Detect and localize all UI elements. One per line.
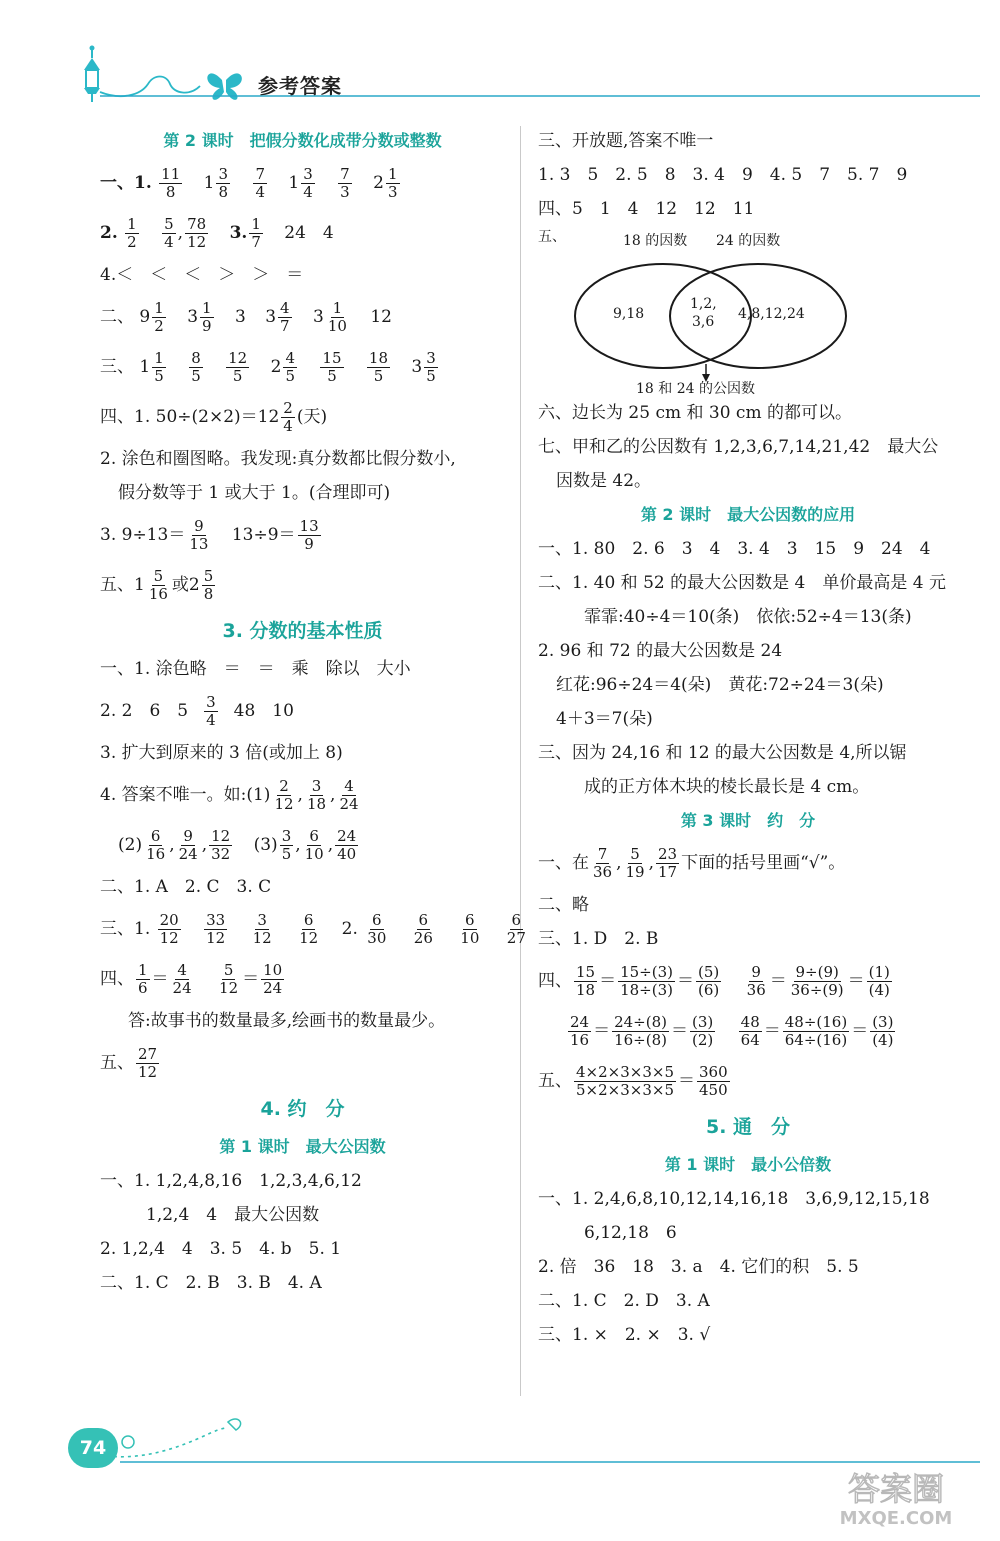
answer-line: 2. 倍 36 18 3. a 4. 它们的积 5. 5 — [538, 1257, 859, 1277]
lantern-icon — [84, 46, 100, 103]
answer-line — [100, 686, 505, 736]
fraction: $\frac{7}{4}$ — [255, 165, 265, 201]
fraction: $\frac{1}{2}$ — [127, 215, 137, 251]
answer-text: (天) — [296, 407, 328, 427]
answer-line — [100, 1038, 505, 1088]
answer-line: 霏霏:40÷4＝10(条) 依依:52÷4＝13(条) — [584, 607, 912, 627]
fraction: $\frac{9\div(9)}{36\div(9)}$ — [790, 963, 844, 999]
fraction: $\frac{24}{16}$ — [570, 1013, 590, 1049]
fraction: $\frac{1}{5}$ — [154, 349, 164, 385]
answer-line: 成的正方体木块的棱长最长是 4 cm。 — [584, 777, 870, 797]
answer-line: 4. 答案不唯一。如:(1) $\frac{2}{12}$ , $\frac{3}{18}$ , $\frac{4}{24}$ — [100, 777, 359, 813]
answer-line: 1. 3 5 2. 5 8 3. 4 9 4. 5 7 5. 7 9 — [538, 165, 908, 185]
item-label: 五、 — [538, 229, 566, 245]
fraction: $\frac{2}{4}$ — [283, 399, 293, 435]
answer-line: 2. 1,2,4 4 3. 5 4. b 5. 1 — [100, 1239, 342, 1259]
item-label: 五、 — [100, 575, 134, 595]
answer-text: 下面的括号里画“√”。 — [681, 853, 846, 873]
answer-text: 3. 9÷13＝ — [100, 525, 186, 545]
answer-line: 三、1. D 2. B — [538, 929, 659, 949]
answer-line: 三、开放题,答案不唯一 — [538, 131, 714, 151]
answer-line: 3. 扩大到原来的 3 倍(或加上 8) — [100, 743, 343, 763]
answer-line: 六、边长为 25 cm 和 30 cm 的都可以。 — [538, 403, 852, 423]
fraction: $\frac{6}{10}$ — [304, 827, 324, 863]
answer-text: 4. 答案不唯一。如:(1) — [100, 785, 271, 805]
item-label: 四、 — [538, 971, 572, 991]
fraction: $\frac{15\div(3)}{18\div(3)}$ — [620, 963, 673, 999]
section-heading: 4. 约 分 — [260, 1098, 345, 1120]
answer-text: 12 — [370, 307, 392, 327]
answer-line: 假分数等于 1 或大于 1。(合理即可) — [118, 483, 391, 503]
answer-text: 3 — [234, 307, 246, 327]
fraction: $\frac{24\div(8)}{16\div(8)}$ — [614, 1013, 667, 1049]
item-label: 一、1. — [100, 173, 152, 193]
page-header — [0, 0, 1000, 110]
header-decoration — [0, 0, 1000, 110]
answer-text: 四、1. 50÷(2×2)＝12 — [100, 407, 280, 427]
bird-icon — [228, 1419, 241, 1430]
fraction: $\frac{3}{5}$ — [281, 827, 292, 863]
item-label: 2. — [100, 223, 118, 243]
fraction: $\frac{5}{4}$ — [164, 215, 174, 251]
svg-text:MXQE.COM: MXQE.COM — [839, 1508, 953, 1528]
answer-line: 四、5 1 4 12 12 11 — [538, 199, 755, 219]
fraction: $\frac{13}{9}$ — [299, 517, 319, 553]
answer-line: (2) $\frac{6}{16}$ , $\frac{9}{24}$ , $\frac{12}{32}$ (3) $\frac{3}{5}$ , $\frac{6}{10}$ , $\frac{24}{40}$ — [118, 827, 357, 863]
fraction: $\frac{33}{12}$ — [206, 911, 226, 947]
fraction: $\frac{27}{12}$ — [138, 1045, 158, 1081]
fraction: $\frac{4}{5}$ — [285, 349, 296, 385]
answer-line: 三、 1 $\frac{1}{5}$ $\frac{8}{5}$ $\frac{12}{5}$ 2 $\frac{4}{5}$ $\frac{15}{5}$ $\frac{18}{5}$ 3 $\frac{3}{5}$ — [100, 349, 436, 385]
fraction: $\frac{1}{9}$ — [202, 299, 212, 335]
answer-line — [100, 158, 505, 208]
answer-line: 2. 96 和 72 的最大公因数是 24 — [538, 641, 783, 661]
answer-line: 4.＜ ＜ ＜ ＞ ＞ ＝ — [100, 265, 304, 285]
answer-line: 2. 涂色和圈图略。我发现:真分数都比假分数小, — [100, 449, 456, 469]
answer-text: 24 4 — [284, 223, 334, 243]
fraction: $\frac{6}{10}$ — [460, 911, 480, 947]
answer-line — [100, 904, 526, 954]
answer-line: 6,12,18 6 — [584, 1223, 677, 1243]
venn-common-values: 3,6 — [692, 314, 715, 330]
answer-line: 4＋3＝7(朵) — [556, 709, 653, 729]
item-label: 三、1. — [100, 919, 151, 939]
item-label: 3. — [229, 223, 248, 243]
venn-right-label: 24 的因数 — [716, 233, 781, 249]
fraction: $\frac{5}{16}$ — [148, 567, 168, 603]
answer-text: (2) — [118, 835, 143, 855]
fraction: $\frac{(3)}{(2)}$ — [692, 1013, 714, 1049]
fraction: $\frac{(3)}{(4)}$ — [872, 1013, 894, 1049]
fraction: $\frac{3}{5}$ — [426, 349, 436, 385]
venn-left-label: 18 的因数 — [623, 233, 688, 249]
fraction: $\frac{48\div(16)}{64\div(16)}$ — [784, 1013, 848, 1049]
item-label: 五、 — [100, 1053, 134, 1073]
header-swirl — [100, 77, 200, 97]
fraction: $\frac{(1)}{(4)}$ — [868, 963, 890, 999]
venn-common-values: 1,2, — [690, 296, 717, 312]
fraction: $\frac{12}{32}$ — [211, 827, 231, 863]
fraction: $\frac{78}{12}$ — [187, 215, 207, 251]
fraction: $\frac{2}{12}$ — [274, 777, 294, 813]
answer-text: 或 — [171, 575, 189, 595]
header-title: 参考答案 — [258, 74, 342, 98]
fraction: $\frac{4}{7}$ — [280, 299, 290, 335]
left-column — [100, 124, 526, 1300]
fraction: $\frac{(5)}{(6)}$ — [698, 963, 720, 999]
fraction: $\frac{3}{18}$ — [306, 777, 327, 813]
fraction: $\frac{3}{4}$ — [206, 693, 216, 729]
answer-line: 二、略 — [538, 895, 589, 915]
fraction: $\frac{5}{12}$ — [219, 961, 239, 997]
fraction: $\frac{4\times 2\times 3\times 3\times 5}{5\times 2\times 3\times 3\times 5}$ — [576, 1063, 674, 1099]
fraction: $\frac{5}{19}$ — [625, 845, 645, 881]
watermark — [804, 1466, 988, 1528]
fraction: $\frac{6}{12}$ — [299, 911, 319, 947]
fraction: $\frac{4}{24}$ — [172, 961, 192, 997]
fraction: $\frac{7}{3}$ — [340, 165, 350, 201]
answer-line: 五、 $\frac{4\times 2\times 3\times 3\times 5}{5\times 2\times 3\times 3\times 5}$ ＝ $\frac{360}{450}$ — [538, 1063, 728, 1099]
section-subheading: 第 2 课时 最大公因数的应用 — [640, 505, 856, 524]
answer-text: (3) — [253, 835, 278, 855]
fraction: $\frac{3}{8}$ — [218, 165, 229, 201]
answer-text: 2. 2 6 5 — [100, 701, 189, 721]
answer-line: 一、1. 1,2,4,8,16 1,2,3,4,6,12 — [100, 1171, 362, 1191]
answer-line — [100, 510, 505, 560]
venn-left-values: 9,18 — [613, 306, 645, 322]
item-label: 二、 — [100, 307, 134, 327]
fraction: $\frac{15}{18}$ — [576, 963, 596, 999]
section-heading: 3. 分数的基本性质 — [222, 620, 383, 642]
answer-line: 二、 9 $\frac{1}{2}$ 3 $\frac{1}{9}$ 3 3 $\frac{4}{7}$ 3 $\frac{1}{10}$ 12 — [100, 299, 392, 335]
fraction: $\frac{12}{5}$ — [228, 349, 248, 385]
fraction: $\frac{6}{27}$ — [506, 911, 526, 947]
fraction: $\frac{1}{6}$ — [138, 961, 148, 997]
item-label: 三、 — [100, 357, 134, 377]
fraction: $\frac{3}{4}$ — [303, 165, 313, 201]
fraction: $\frac{360}{450}$ — [699, 1063, 728, 1099]
answer-line: $\frac{24}{16}$ ＝ $\frac{24\div(8)}{16\div(8)}$ ＝ $\frac{(3)}{(2)}$ $\frac{48}{64}$ ＝ $\frac{48\div(16)}{64\div(16)}$ ＝ $\frac{(3)}{(4)}$ — [570, 1013, 894, 1049]
answer-line: 二、1. C 2. D 3. A — [538, 1291, 710, 1311]
answer-line: 2. $\frac{1}{2}$ $\frac{5}{4}$ , $\frac{78}{12}$ 3. $\frac{1}{7}$ 24 4 — [100, 215, 334, 251]
fraction: $\frac{3}{12}$ — [252, 911, 272, 947]
fraction: $\frac{15}{5}$ — [322, 349, 342, 385]
answer-line: 五、1 $\frac{5}{16}$ 或2 $\frac{5}{8}$ — [100, 567, 214, 603]
answer-line: 一、1. 涂色略 ＝ ＝ 乘 除以 大小 — [100, 659, 411, 679]
fraction: $\frac{5}{8}$ — [203, 567, 214, 603]
answer-line: 一、1. 2,4,6,8,10,12,14,16,18 3,6,9,12,15,18 — [538, 1189, 930, 1209]
item-label: 四、 — [100, 969, 134, 989]
fraction: $\frac{6}{16}$ — [146, 827, 166, 863]
fraction: $\frac{1}{2}$ — [154, 299, 164, 335]
section-subheading: 第 1 课时 最大公因数 — [219, 1137, 386, 1156]
answer-line: 二、1. A 2. C 3. C — [100, 877, 272, 897]
venn-left-ellipse — [575, 264, 751, 368]
answer-line: 一、1. 80 2. 6 3 4 3. 4 3 15 9 24 4 — [538, 539, 931, 559]
fraction: $\frac{4}{24}$ — [339, 777, 359, 813]
item-label: 五、 — [538, 1071, 572, 1091]
answer-line: 四、 $\frac{1}{6}$ ＝ $\frac{4}{24}$ $\frac{5}{12}$ ＝ $\frac{10}{24}$ — [100, 961, 283, 997]
answer-line: 二、1. C 2. B 3. B 4. A — [100, 1273, 322, 1293]
answer-line — [100, 392, 505, 442]
answer-text: 48 10 — [233, 701, 294, 721]
right-column — [538, 124, 958, 1352]
fraction: $\frac{9}{36}$ — [746, 963, 766, 999]
column-divider — [520, 126, 521, 1396]
answer-line: 三、1. × 2. × 3. √ — [538, 1325, 711, 1345]
fraction: $\frac{18}{5}$ — [368, 349, 389, 385]
fraction: $\frac{7}{36}$ — [593, 845, 613, 881]
venn-right-values: 4,8,12,24 — [738, 306, 805, 322]
answer-line: 红花:96÷24＝4(朵) 黄花:72÷24＝3(朵) — [556, 675, 884, 695]
answer-line: 二、1. 40 和 52 的最大公因数是 4 单价最高是 4 元 — [538, 573, 946, 593]
whole-part: 1 — [203, 173, 215, 193]
fraction: $\frac{8}{5}$ — [191, 349, 201, 385]
fraction: $\frac{11}{8}$ — [161, 165, 181, 201]
venn-bottom-label: 18 和 24 的公因数 — [636, 381, 755, 397]
section-heading: 第 2 课时 把假分数化成带分数或整数 — [163, 131, 442, 150]
svg-text:答案圈: 答案圈 — [847, 1470, 945, 1508]
venn-diagram — [538, 226, 958, 396]
fraction: $\frac{1}{7}$ — [251, 215, 261, 251]
fraction: $\frac{1}{3}$ — [387, 165, 398, 201]
fraction: $\frac{24}{40}$ — [337, 827, 357, 863]
whole-part: 1 — [288, 173, 300, 193]
fraction: $\frac{23}{17}$ — [658, 845, 678, 881]
answer-line: 一、在 $\frac{7}{36}$ , $\frac{5}{19}$ , $\frac{23}{17}$ 下面的括号里画“√”。 — [538, 845, 846, 881]
answer-line: 四、 $\frac{15}{18}$ ＝ $\frac{15\div(3)}{18\div(3)}$ ＝ $\frac{(5)}{(6)}$ $\frac{9}{36}$ ＝ $\frac{9\div(9)}{36\div(9)}$ ＝ $\frac{(1)}{(4)}$ — [538, 963, 890, 999]
fraction: $\frac{48}{64}$ — [740, 1013, 760, 1049]
section-subheading: 第 3 课时 约 分 — [680, 811, 816, 830]
answer-line: 三、因为 24,16 和 12 的最大公因数是 4,所以锯 — [538, 743, 907, 763]
answer-line: 1,2,4 4 最大公因数 — [146, 1205, 320, 1225]
fraction: $\frac{10}{24}$ — [263, 961, 283, 997]
fraction: $\frac{9}{24}$ — [178, 827, 198, 863]
fraction: $\frac{20}{12}$ — [159, 911, 179, 947]
item-label: 2. — [341, 919, 358, 939]
fraction: $\frac{1}{10}$ — [327, 299, 347, 335]
answer-line: 因数是 42。 — [556, 471, 652, 491]
fraction: $\frac{6}{26}$ — [413, 911, 433, 947]
section-heading: 5. 通 分 — [705, 1116, 791, 1138]
fraction: $\frac{9}{13}$ — [189, 517, 209, 553]
whole-part: 2 — [373, 173, 384, 193]
answer-text: 一、在 — [538, 853, 589, 873]
page-number: 74 — [68, 1428, 118, 1468]
answer-line: 答:故事书的数量最多,绘画书的数量最少。 — [128, 1011, 446, 1031]
answer-text: 13÷9＝ — [231, 525, 296, 545]
fraction: $\frac{6}{30}$ — [367, 911, 387, 947]
section-subheading: 第 1 课时 最小公倍数 — [664, 1155, 832, 1174]
answer-line: 七、甲和乙的公因数有 1,2,3,6,7,14,21,42 最大公 — [538, 437, 939, 457]
